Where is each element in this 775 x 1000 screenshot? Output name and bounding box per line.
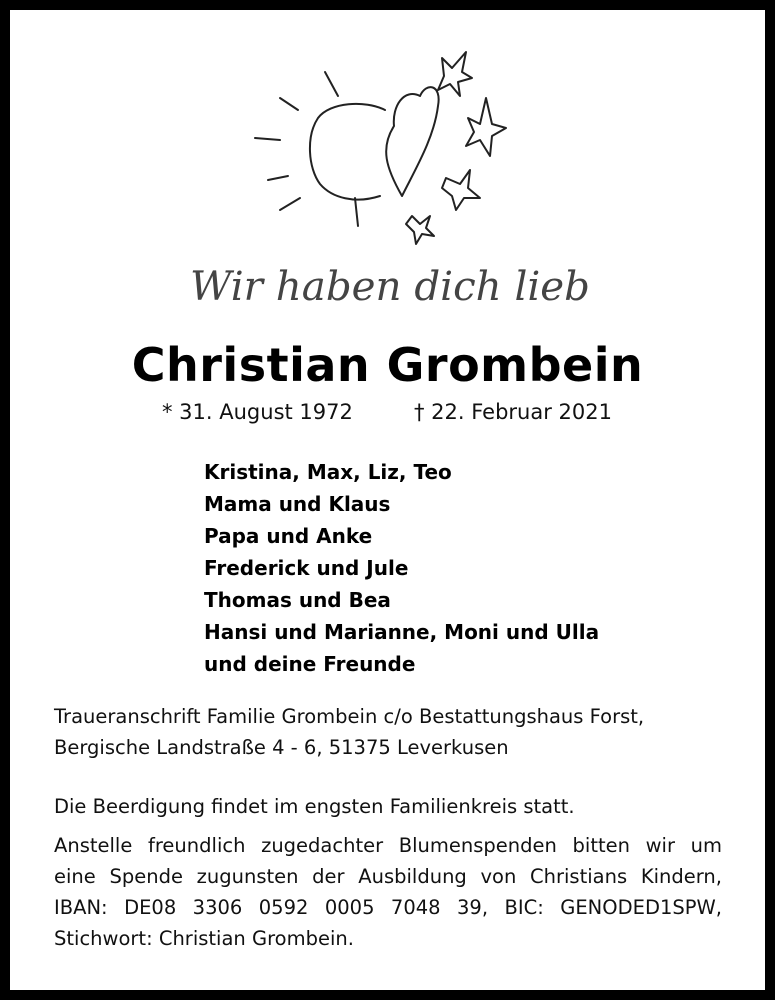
star-bottom <box>406 216 434 244</box>
mourner-line: Frederick und Jule <box>204 556 409 580</box>
child-drawing <box>180 38 600 318</box>
mourner-line: und deine Freunde <box>204 652 416 676</box>
mourner-line: Papa und Anke <box>204 524 373 548</box>
donation-line: Anstelle freundlich zugedachter Blumenspenden bitten wir um <box>54 834 722 857</box>
deceased-name: Christian Grombein <box>131 338 644 392</box>
donation-line: IBAN: DE08 3306 0592 0005 7048 39, BIC: GENODED1SPW, <box>54 896 722 919</box>
mourner-line: Hansi und Marianne, Moni und Ulla <box>204 620 600 644</box>
funeral-note: Die Beerdigung findet im engsten Familienkreis statt. <box>54 795 575 818</box>
address-line: Traueranschrift Familie Grombein c/o Bestattungshaus Forst, <box>54 705 645 728</box>
handwriting-text: Wir haben dich lieb <box>190 264 590 310</box>
heart-shape <box>386 87 438 196</box>
sun-rays <box>255 72 358 226</box>
death-date: † 22. Februar 2021 <box>414 400 612 424</box>
birth-date: * 31. August 1972 <box>162 400 353 424</box>
star-right <box>466 98 506 156</box>
donation-line: Stichwort: Christian Grombein. <box>54 927 354 950</box>
mourners-list <box>204 456 599 680</box>
donation-note <box>54 830 722 954</box>
obituary-card <box>10 10 765 990</box>
star-top <box>438 52 472 96</box>
donation-line: eine Spende zugunsten der Ausbildung von Christians Kindern, <box>54 865 722 888</box>
mourner-line: Thomas und Bea <box>204 588 391 612</box>
condolence-address <box>54 701 722 763</box>
star-mid <box>442 170 480 210</box>
mourner-line: Kristina, Max, Liz, Teo <box>204 460 452 484</box>
address-line: Bergische Landstraße 4 - 6, 51375 Leverkusen <box>54 736 509 759</box>
mourner-line: Mama und Klaus <box>204 492 391 516</box>
sun-shape <box>310 104 385 200</box>
